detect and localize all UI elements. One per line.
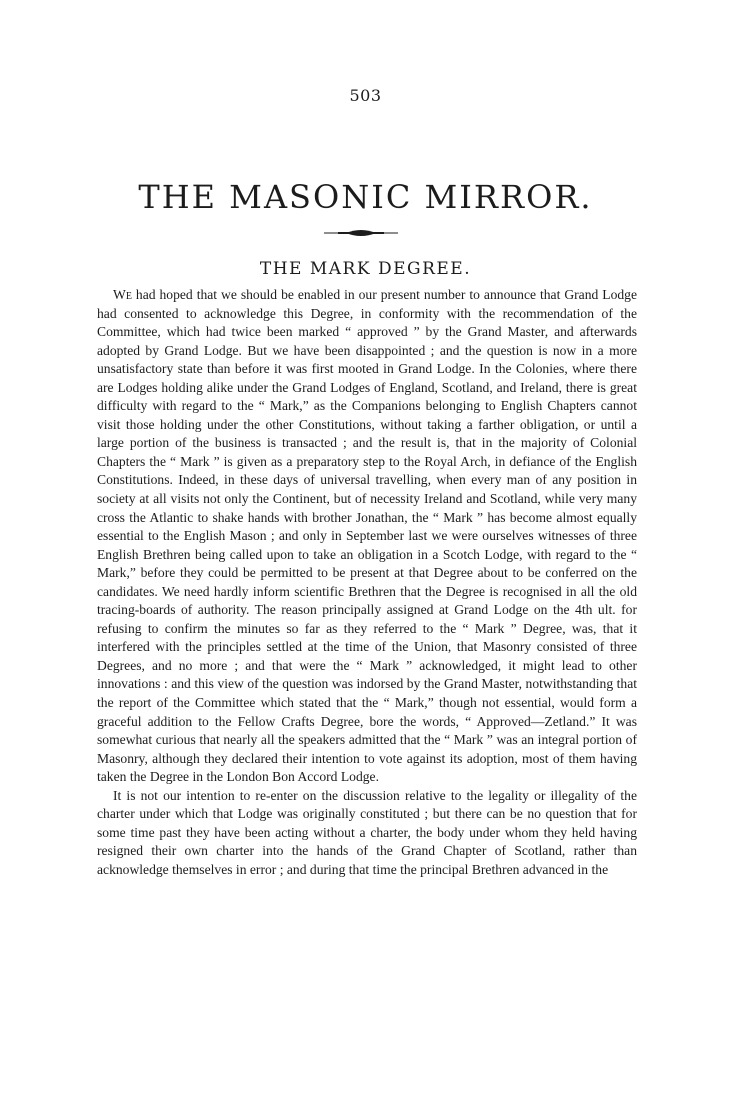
masthead-title: THE MASONIC MIRROR. bbox=[138, 178, 593, 216]
page-number: 503 bbox=[349, 86, 382, 105]
decorative-rule-icon bbox=[324, 228, 398, 238]
section-title: THE MARK DEGREE. bbox=[259, 259, 472, 279]
article-body bbox=[97, 286, 637, 880]
article-paragraph bbox=[97, 286, 637, 787]
paragraph-text: had hoped that we should be enabled in our present number to announce that Grand Lodge had consented to acknowledge this Degree, in conformity with the recommendation of the Committee, which had twice been marked “ approved ” by the Grand Master, and afterwards adopted by Grand Lodge. But we have been disappointed ; and the question is now in a more unsatisfactory state than before it was first mooted in Grand Lodge. In the Colonies, where there are Lodges holding alike under the Grand Lodges of England, Scotland, and Ireland, there is great difficulty with regard to the “ Mark,” as the Companions belonging to English Chapters cannot visit those holding under the other Constitutions, without taking a farther obligation, or until a large portion of the business is transacted ; and the result is, that in the majority of Colonial Chapters the “ Mark ” is given as a preparatory step to the Royal Arch, in defiance of the English Constitutions. Indeed, in these days of universal travelling, when every man of any position in society at all visits not only the Continent, but of necessity Ireland and Scotland, while very many cross the Atlantic to shake hands with brother Jonathan, the “ Mark ” has become almost equally essential to the English Mason ; and only in September last we were ourselves witnesses of three English Brethren being called upon to take an obligation in a Scotch Lodge, with regard to the “ Mark,” before they could be permitted to be present at that Degree about to be conferred on the candidates. We need hardly inform scientific Brethren that the Degree is recognised in all the old tracing-boards of authority. The reason principally assigned at Grand Lodge on the 4th ult. for refusing to confirm the minutes so far as they referred to the “ Mark ” Degree, was, that it interfered with the principles settled at the time of the Union, that Masonry consisted of three Degrees, and no more ; and that were the “ Mark ” acknowledged, it might lead to other innovations : and this view of the question was indorsed by the Grand Master, notwithstanding that the report of the Committee which stated that the “ Mark,” though not essential, would form a graceful addition to the Fellow Crafts Degree, bore the words, “ Approved—Zetland.” It was somewhat curious that nearly all the speakers admitted that the “ Mark ” was an integral portion of Masonry, although they declared their intention to vote against its adoption, most of them having taken the Degree in the London Bon Accord Lodge. bbox=[97, 287, 637, 785]
paragraph-text: It is not our intention to re-enter on the discussion relative to the legality or illegality of the charter under which that Lodge was originally constituted ; but there can be no question that for some time past they have been acting without a charter, the body under whom they held having resigned their own charter into the hands of the Grand Chapter of Scotland, rather than acknowledge themselves in error ; and during that time the principal Brethren advanced in the bbox=[97, 787, 637, 877]
drop-word: We bbox=[113, 287, 132, 302]
article-paragraph bbox=[97, 787, 637, 880]
